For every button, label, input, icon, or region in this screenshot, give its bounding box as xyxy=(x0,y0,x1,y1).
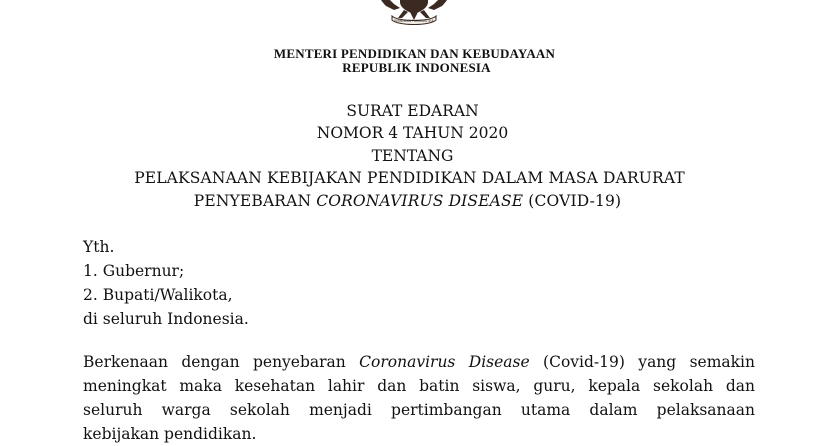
subject-italic: CORONAVIRUS DISEASE xyxy=(316,192,524,210)
body-line-4: kebijakan pendidikan. xyxy=(83,425,257,443)
body-line-1-prefix: Berkenaan dengan penyebaran xyxy=(83,353,360,371)
garuda-emblem-icon xyxy=(364,0,464,28)
document-type: SURAT EDARAN xyxy=(346,102,479,120)
subject-prefix: PENYEBARAN xyxy=(193,192,317,210)
body-line-1-suffix: (Covid-19) yang semakin xyxy=(529,353,755,371)
salutation: Yth. xyxy=(83,238,115,256)
about-label: TENTANG xyxy=(371,147,454,165)
country-name: REPUBLIK INDONESIA xyxy=(342,60,491,75)
subject-suffix: (COVID-19) xyxy=(523,192,622,210)
subject-line-2 xyxy=(0,190,824,212)
body-paragraph xyxy=(83,350,755,446)
emblem-motto: BHINNEKA TUNGGAL IKA xyxy=(394,19,434,24)
addressee-item-1: 1. Gubernur; xyxy=(83,262,185,280)
body-line-1-italic: Coronavirus Disease xyxy=(359,353,530,371)
body-line-3: seluruh warga sekolah menjadi pertimbangan utama dalam pelaksanaan xyxy=(83,401,755,419)
addressee-location: di seluruh Indonesia. xyxy=(83,310,249,328)
ministry-name: MENTERI PENDIDIKAN DAN KEBUDAYAAN xyxy=(273,46,556,61)
subject-line-1: PELAKSANAAN KEBIJAKAN PENDIDIKAN DALAM MASA DARURAT xyxy=(134,169,685,187)
body-line-1 xyxy=(83,350,755,374)
body-line-2: meningkat maka kesehatan lahir dan batin siswa, guru, kepala sekolah dan xyxy=(83,377,755,395)
addressee-item-2: 2. Bupati/Walikota, xyxy=(83,286,233,304)
document-number: NOMOR 4 TAHUN 2020 xyxy=(316,124,509,142)
